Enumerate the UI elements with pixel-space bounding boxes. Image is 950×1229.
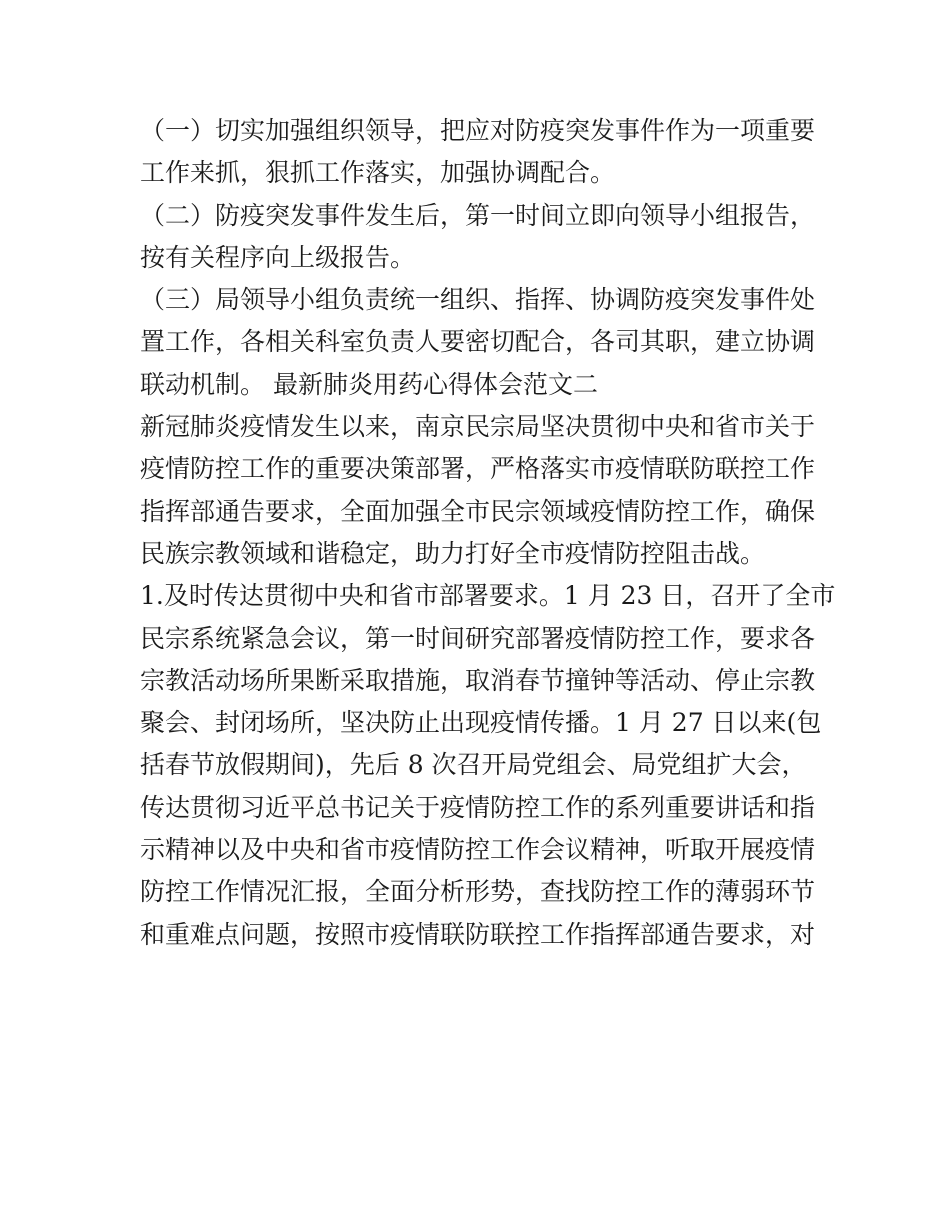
text-line: 疫情防控工作的重要决策部署，严格落实市疫情联防联控工作: [140, 454, 816, 484]
text-line: 示精神以及中央和省市疫情防控工作会议精神，听取开展疫情: [140, 835, 816, 865]
document-body: [140, 110, 836, 956]
text-line: 工作来抓，狠抓工作落实，加强协调配合。: [140, 158, 616, 188]
text-line: 置工作，各相关科室负责人要密切配合，各司其职，建立协调: [140, 327, 816, 357]
text-line: 民族宗教领域和谐稳定，助力打好全市疫情防控阻击战。: [140, 538, 766, 568]
text-line: （一）切实加强组织领导，把应对防疫突发事件作为一项重要: [140, 116, 816, 145]
text-line: （二）防疫突发事件发生后，第一时间立即向领导小组报告，: [140, 200, 816, 230]
text-line: 聚会、封闭场所，坚决防止出现疫情传播。1 月 27 日以来(包: [140, 708, 822, 738]
text-line: 按有关程序向上级报告。: [140, 242, 416, 272]
text-line: （三）局领导小组负责统一组织、指挥、协调防疫突发事件处: [140, 285, 816, 315]
text-line: 防控工作情况汇报，全面分析形势，查找防控工作的薄弱环节: [140, 877, 816, 907]
text-line: 指挥部通告要求，全面加强全市民宗领域疫情防控工作，确保: [140, 496, 816, 526]
text-line: 1.及时传达贯彻中央和省市部署要求。1 月 23 日，召开了全市: [140, 581, 836, 611]
text-line: 和重难点问题，按照市疫情联防联控工作指挥部通告要求，对: [140, 919, 816, 949]
text-line: 联动机制。 最新肺炎用药心得体会范文二: [140, 369, 598, 399]
text-line: 传达贯彻习近平总书记关于疫情防控工作的系列重要讲话和指: [140, 792, 816, 822]
text-line: 民宗系统紧急会议，第一时间研究部署疫情防控工作，要求各: [140, 623, 816, 653]
text-line: 宗教活动场所果断采取措施，取消春节撞钟等活动、停止宗教: [140, 665, 816, 695]
text-line: 括春节放假期间)，先后 8 次召开局党组会、局党组扩大会，: [140, 750, 807, 780]
text-line: 新冠肺炎疫情发生以来，南京民宗局坚决贯彻中央和省市关于: [140, 412, 816, 442]
